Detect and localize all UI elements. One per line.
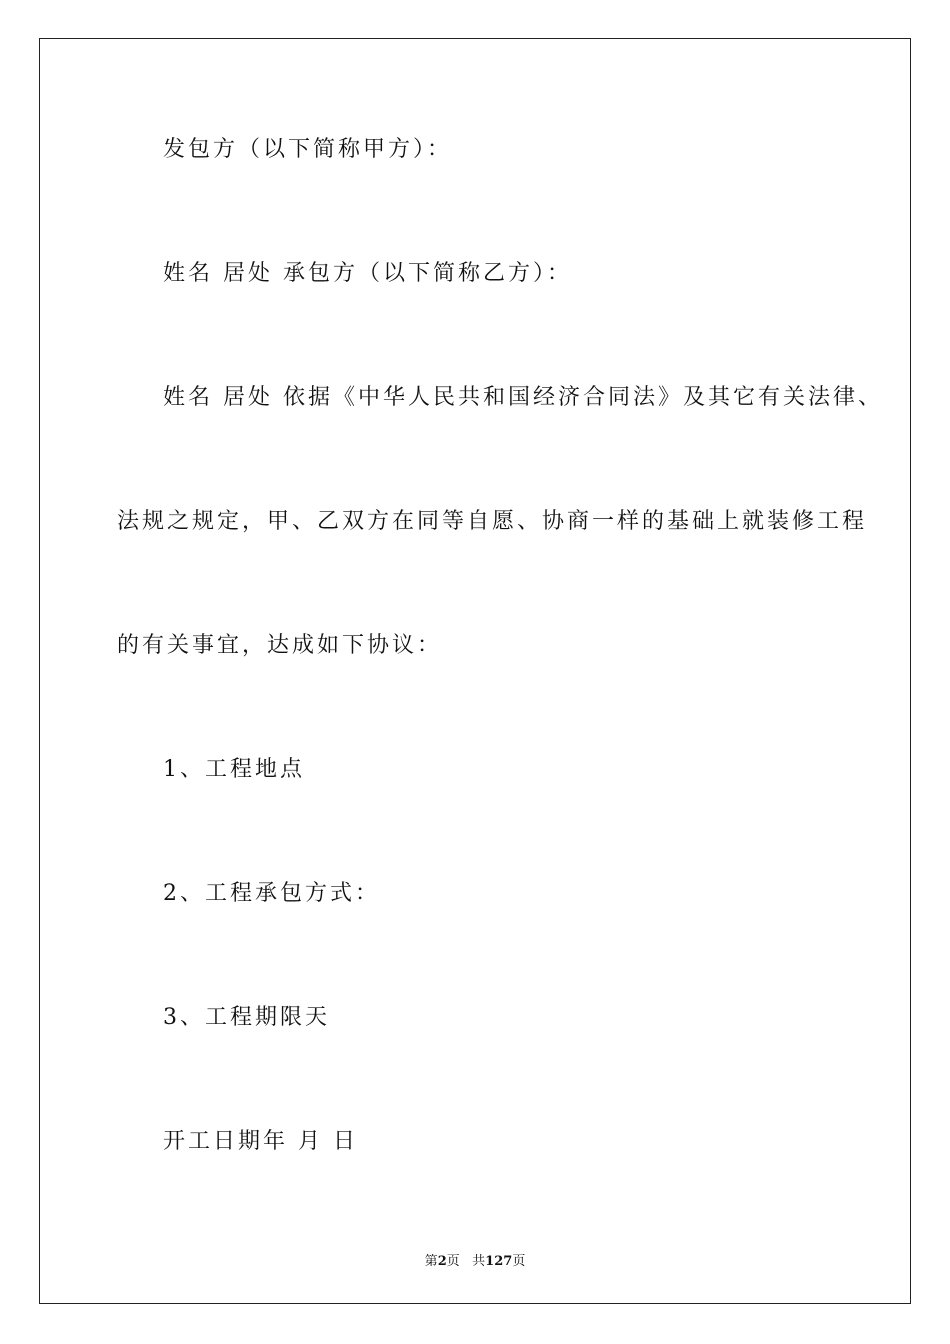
footer-total-prefix: 共 [472,1254,486,1269]
paragraph-contractor: 姓名 居处 承包方（以下简称乙方）： [163,261,572,286]
footer-page-number: 2 [437,1254,447,1269]
paragraph-basis: 姓名 居处 依据《中华人民共和国经济合同法》及其它有关法律、 [163,385,883,410]
clause-method: 2、工程承包方式： [163,881,380,906]
footer-total-pages: 127 [485,1254,513,1269]
page-footer [0,1250,950,1269]
clause-location: 1、工程地点 [163,757,305,782]
footer-page-suffix: 页 [446,1254,460,1269]
clause-start-date: 开工日期年 月 日 [163,1129,358,1154]
paragraph-employer: 发包方（以下简称甲方）： [163,137,453,162]
clause-duration: 3、工程期限天 [163,1005,330,1030]
paragraph-agreement: 的有关事宜，达成如下协议： [117,633,443,658]
footer-total-suffix: 页 [512,1254,526,1269]
paragraph-basis-cont: 法规之规定，甲、乙双方在同等自愿、协商一样的基础上就装修工程 [117,509,868,534]
page-border [39,38,911,1304]
footer-prefix: 第 [424,1254,438,1269]
